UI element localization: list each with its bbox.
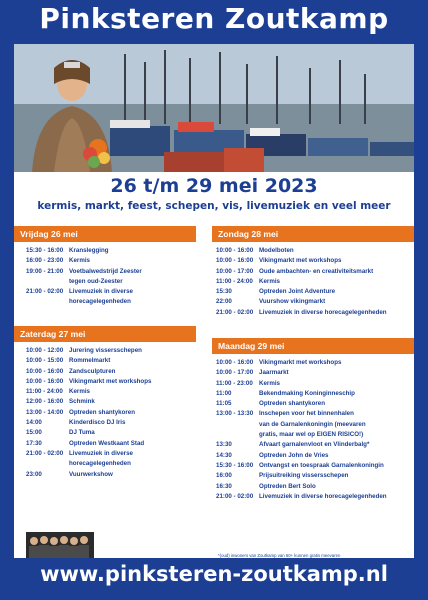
event-description: Vikingmarkt met workshops <box>259 359 342 366</box>
event-time: 21:00 - 02:00 <box>216 492 254 500</box>
event-tagline: kermis, markt, feest, schepen, vis, livemuziek en veel meer <box>37 200 391 212</box>
schedule-row <box>216 471 412 481</box>
event-time: 11:00 <box>216 389 232 397</box>
event-time: 16:00 - 23:00 <box>26 257 64 265</box>
event-time <box>26 297 69 307</box>
schedule-row <box>26 277 196 287</box>
event-time: 15:30 <box>216 288 232 296</box>
schedule-row <box>26 377 196 387</box>
schedule-row <box>26 246 196 256</box>
event-time: 21:00 - 02:00 <box>26 288 64 296</box>
schedule-saturday <box>26 346 196 480</box>
event-description: van de Garnalenkoningin (meevaren <box>259 420 366 428</box>
event-description: Voetbalwedstrijd Zeester <box>69 267 142 275</box>
event-time: 14:00 <box>26 419 42 427</box>
event-description: Livemuziek in diverse <box>69 449 133 457</box>
event-time: 11:00 - 23:00 <box>216 379 253 387</box>
event-time: 16:00 <box>216 472 232 480</box>
event-time: 21:00 - 02:00 <box>216 308 254 316</box>
schedule-row <box>216 399 412 409</box>
event-description: Optreden Westkaant Stad <box>69 439 145 447</box>
event-time: 21:00 - 02:00 <box>26 449 64 457</box>
schedule-row <box>216 420 412 430</box>
event-description: DJ Tuma <box>69 429 95 437</box>
program-panel <box>14 172 414 558</box>
schedule-row <box>216 277 412 287</box>
event-description: Zandsculpturen <box>69 367 116 375</box>
event-time: 11:00 - 24:00 <box>26 388 63 396</box>
event-description: Optreden shantykoren <box>69 408 136 416</box>
schedule-row <box>26 356 196 366</box>
schedule-monday <box>216 358 412 502</box>
event-description: Inschepen voor het binnenhalen <box>259 410 354 418</box>
schedule-row <box>216 246 412 256</box>
event-description: Optreden Bert Solo <box>259 482 316 490</box>
schedule-row <box>26 256 196 266</box>
schedule-row <box>26 346 196 356</box>
schedule-row <box>216 482 412 492</box>
schedule-row <box>216 368 412 378</box>
schedule-row <box>216 451 412 461</box>
event-description: Kranslegging <box>69 247 109 254</box>
event-time: 22:00 <box>216 298 232 306</box>
event-description: horecagelegenheden <box>69 460 131 468</box>
event-time: 10:00 - 15:00 <box>26 357 64 365</box>
schedule-sunday <box>216 246 412 318</box>
event-time: 10:00 - 17:00 <box>216 369 254 377</box>
event-time: 10:00 - 16:00 <box>216 247 254 254</box>
schedule-row <box>26 439 196 449</box>
event-description: Vuurwerkshow <box>69 470 113 478</box>
schedule-row <box>26 408 196 418</box>
event-time: 11:05 <box>216 400 232 408</box>
schedule-row <box>26 428 196 438</box>
event-time: 10:00 - 16:00 <box>26 367 64 375</box>
event-time: 10:00 - 16:00 <box>216 257 254 265</box>
schedule-row <box>26 367 196 377</box>
event-description: Modelboten <box>259 247 294 254</box>
event-description: Oude ambachten- en creativiteitsmarkt <box>259 267 374 275</box>
footnote: *(oud) inwoners van Zoutkamp van 60+ kunnen gratis meevaren <box>218 553 341 558</box>
event-description: horecagelegenheden <box>69 298 131 306</box>
schedule-row <box>216 287 412 297</box>
event-time: 11:00 - 24:00 <box>216 277 253 285</box>
event-description: Vikingmarkt met workshops <box>259 257 342 265</box>
event-description: Rommelmarkt <box>69 357 111 365</box>
schedule-row <box>216 461 412 471</box>
event-dates: 26 t/m 29 mei 2023 <box>110 175 318 197</box>
event-time <box>26 277 69 287</box>
event-description: Kermis <box>69 388 90 396</box>
event-time: 13:00 - 14:00 <box>26 408 64 416</box>
schedule-row <box>216 358 412 368</box>
event-description: Afvaart garnalenvloot en Vlinderbalg* <box>259 441 370 449</box>
schedule-row <box>216 267 412 277</box>
event-time: 10:00 - 16:00 <box>26 377 64 385</box>
event-time: 10:00 - 12:00 <box>26 347 64 354</box>
event-description: Schmink <box>69 398 95 406</box>
schedule-row <box>216 308 412 318</box>
event-time <box>216 420 259 430</box>
event-description: Jaarmarkt <box>259 369 289 377</box>
schedule-row <box>26 297 196 307</box>
schedule-row <box>26 470 196 480</box>
harbor-photo <box>14 44 414 172</box>
event-description: Kermis <box>259 379 280 387</box>
event-description: Ontvangst en toespraak Garnalenkoningin <box>259 461 384 469</box>
event-time: 15:00 <box>26 429 42 437</box>
event-time <box>216 430 259 440</box>
schedule-friday <box>26 246 196 308</box>
day-header-sunday: Zondag 28 mei <box>212 226 414 242</box>
event-time: 14:30 <box>216 451 232 459</box>
event-description: Optreden Joint Adventure <box>259 288 336 296</box>
event-description: Vuurshow vikingmarkt <box>259 298 326 306</box>
event-time: 10:00 - 16:00 <box>216 359 254 366</box>
event-description: Bekendmaking Koninginneschip <box>259 389 355 397</box>
schedule-row <box>26 287 196 297</box>
event-description: Vikingmarkt met workshops <box>69 377 152 385</box>
day-header-monday: Maandag 29 mei <box>212 338 414 354</box>
event-time: 19:00 - 21:00 <box>26 267 64 275</box>
event-description: Prijsuitreiking vissersschepen <box>259 472 349 480</box>
schedule-row <box>216 256 412 266</box>
event-description: Kermis <box>259 277 280 285</box>
schedule-row <box>216 430 412 440</box>
day-header-friday: Vrijdag 26 mei <box>14 226 196 242</box>
event-description: gratis, maar wel op EIGEN RISICO!) <box>259 431 364 439</box>
event-description: Optreden shantykoren <box>259 400 326 408</box>
event-time: 10:00 - 17:00 <box>216 267 254 275</box>
event-description: Livemuziek in diverse <box>69 288 133 296</box>
event-time: 16:30 <box>216 482 232 490</box>
event-time: 15:30 - 16:00 <box>26 247 64 254</box>
event-description: Jurering vissersschepen <box>69 347 142 354</box>
schedule-row <box>26 397 196 407</box>
event-time: 13:00 - 13:30 <box>216 410 254 418</box>
schedule-row <box>26 449 196 459</box>
event-description: Livemuziek in diverse horecagelegenheden <box>259 308 387 316</box>
schedule-row <box>216 409 412 419</box>
event-description: tegen oud-Zeester <box>69 277 123 285</box>
poster-title: Pinksteren Zoutkamp <box>39 2 389 35</box>
schedule-row <box>26 267 196 277</box>
schedule-row <box>26 459 196 469</box>
event-time <box>26 459 69 469</box>
event-description: Optreden John de Vries <box>259 451 329 459</box>
event-time: 12:00 - 16:00 <box>26 398 64 406</box>
schedule-row <box>216 389 412 399</box>
event-time: 15:30 - 16:00 <box>216 461 254 469</box>
event-time: 13:30 <box>216 441 232 449</box>
shanty-choir-photo <box>26 532 94 558</box>
schedule-row <box>216 297 412 307</box>
day-header-saturday: Zaterdag 27 mei <box>14 326 196 342</box>
schedule-row <box>26 387 196 397</box>
event-time: 23:00 <box>26 470 42 478</box>
schedule-row <box>216 492 412 502</box>
schedule-row <box>216 379 412 389</box>
event-time: 17:30 <box>26 439 42 447</box>
schedule-row <box>216 440 412 450</box>
event-description: Kermis <box>69 257 90 265</box>
schedule-row <box>26 418 196 428</box>
event-description: Kinderdisco DJ Iris <box>69 419 126 427</box>
website-url[interactable]: www.pinksteren-zoutkamp.nl <box>40 562 388 586</box>
event-description: Livemuziek in diverse horecagelegenheden <box>259 492 387 500</box>
